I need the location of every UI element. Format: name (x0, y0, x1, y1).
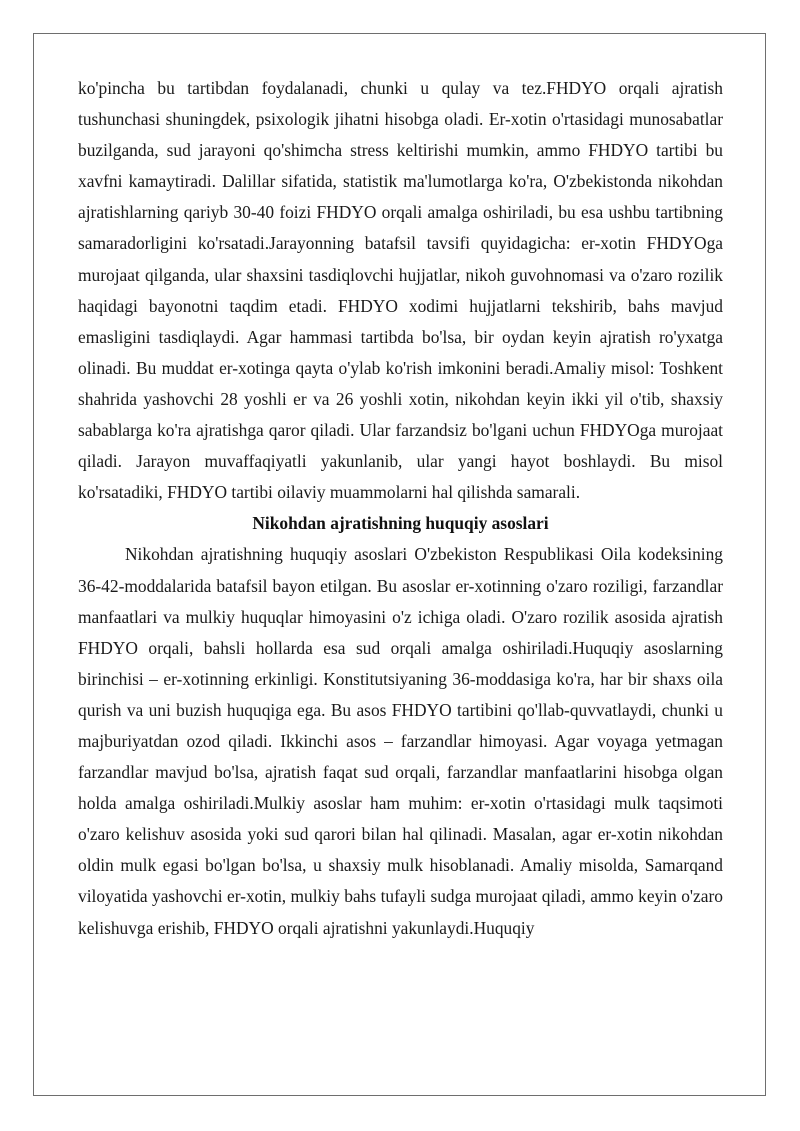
document-body (78, 73, 723, 944)
section-heading: Nikohdan ajratishning huquqiy asoslari (252, 513, 549, 534)
body-paragraph: Nikohdan ajratishning huquqiy asoslari O'zbekiston Respublikasi Oila kodeksining 36-42-moddalarida batafsil bayon etilgan. Bu asoslar er-xotinning o'zaro roziligi, farzandlar manfaatlari va mulkiy huquqlar himoyasini o'z ichiga oladi. O'zaro rozilik asosida ajratish FHDYO orqali, bahsli hollarda esa sud orqali amalga oshiriladi.Huquqiy asoslarning birinchisi – er-xotinning erkinligi. Konstitutsiyaning 36-moddasiga ko'ra, har bir shaxs oila qurish va uni buzish huquqiga ega. Bu asos FHDYO tartibini qo'llab-quvvatlaydi, chunki u majburiyatdan ozod qiladi. Ikkinchi asos – farzandlar himoyasi. Agar voyaga yetmagan farzandlar mavjud bo'lsa, ajratish faqat sud orqali, farzandlar manfaatlarini hisobga olgan holda amalga oshiriladi.Mulkiy asoslar ham muhim: er-xotin o'rtasidagi mulk taqsimoti o'zaro kelishuv asosida yoki sud qarori bilan hal qilinadi. Masalan, agar er-xotin nikohdan oldin mulk egasi bo'lgan bo'lsa, u shaxsiy mulk hisoblanadi. Amaliy misolda, Samarqand viloyatida yashovchi er-xotin, mulkiy bahs tufayli sudga murojaat qiladi, ammo keyin o'zaro kelishuvga erishib, FHDYO orqali ajratishni yakunlaydi.Huquqiy (78, 544, 723, 938)
body-paragraph: ko'pincha bu tartibdan foydalanadi, chunki u qulay va tez.FHDYO orqali ajratish tushunchasi shuningdek, psixologik jihatni hisobga oladi. Er-xotin o'rtasidagi munosabatlar buzilganda, sud jarayoni qo'shimcha stress keltirishi mumkin, ammo FHDYO tartibi bu xavfni kamaytiradi. Dalillar sifatida, statistik ma'lumotlarga ko'ra, O'zbekistonda nikohdan ajratishlarning qariyb 30-40 foizi FHDYO orqali amalga oshiriladi, bu esa ushbu tartibning samaradorligini ko'rsatadi.Jarayonning batafsil tavsifi quyidagicha: er-xotin FHDYOga murojaat qilganda, ular shaxsini tasdiqlovchi hujjatlar, nikoh guvohnomasi va o'zaro rozilik haqidagi bayonotni taqdim etadi. FHDYO xodimi hujjatlarni tekshirib, bahs mavjud emasligini tasdiqlaydi. Agar hammasi tartibda bo'lsa, bir oydan keyin ajratish ro'yxatga olinadi. Bu muddat er-xotinga qayta o'ylab ko'rish imkonini beradi.Amaliy misol: Toshkent shahrida yashovchi 28 yoshli er va 26 yoshli xotin, nikohdan keyin ikki yil o'tib, shaxsiy sabablarga ko'ra ajratishga qaror qiladi. Ular farzandsiz bo'lgani uchun FHDYOga murojaat qiladi. Jarayon muvaffaqiyatli yakunlanib, ular yangi hayot boshlaydi. Bu misol ko'rsatadiki, FHDYO tartibi oilaviy muammolarni hal qilishda samarali. (78, 78, 723, 503)
